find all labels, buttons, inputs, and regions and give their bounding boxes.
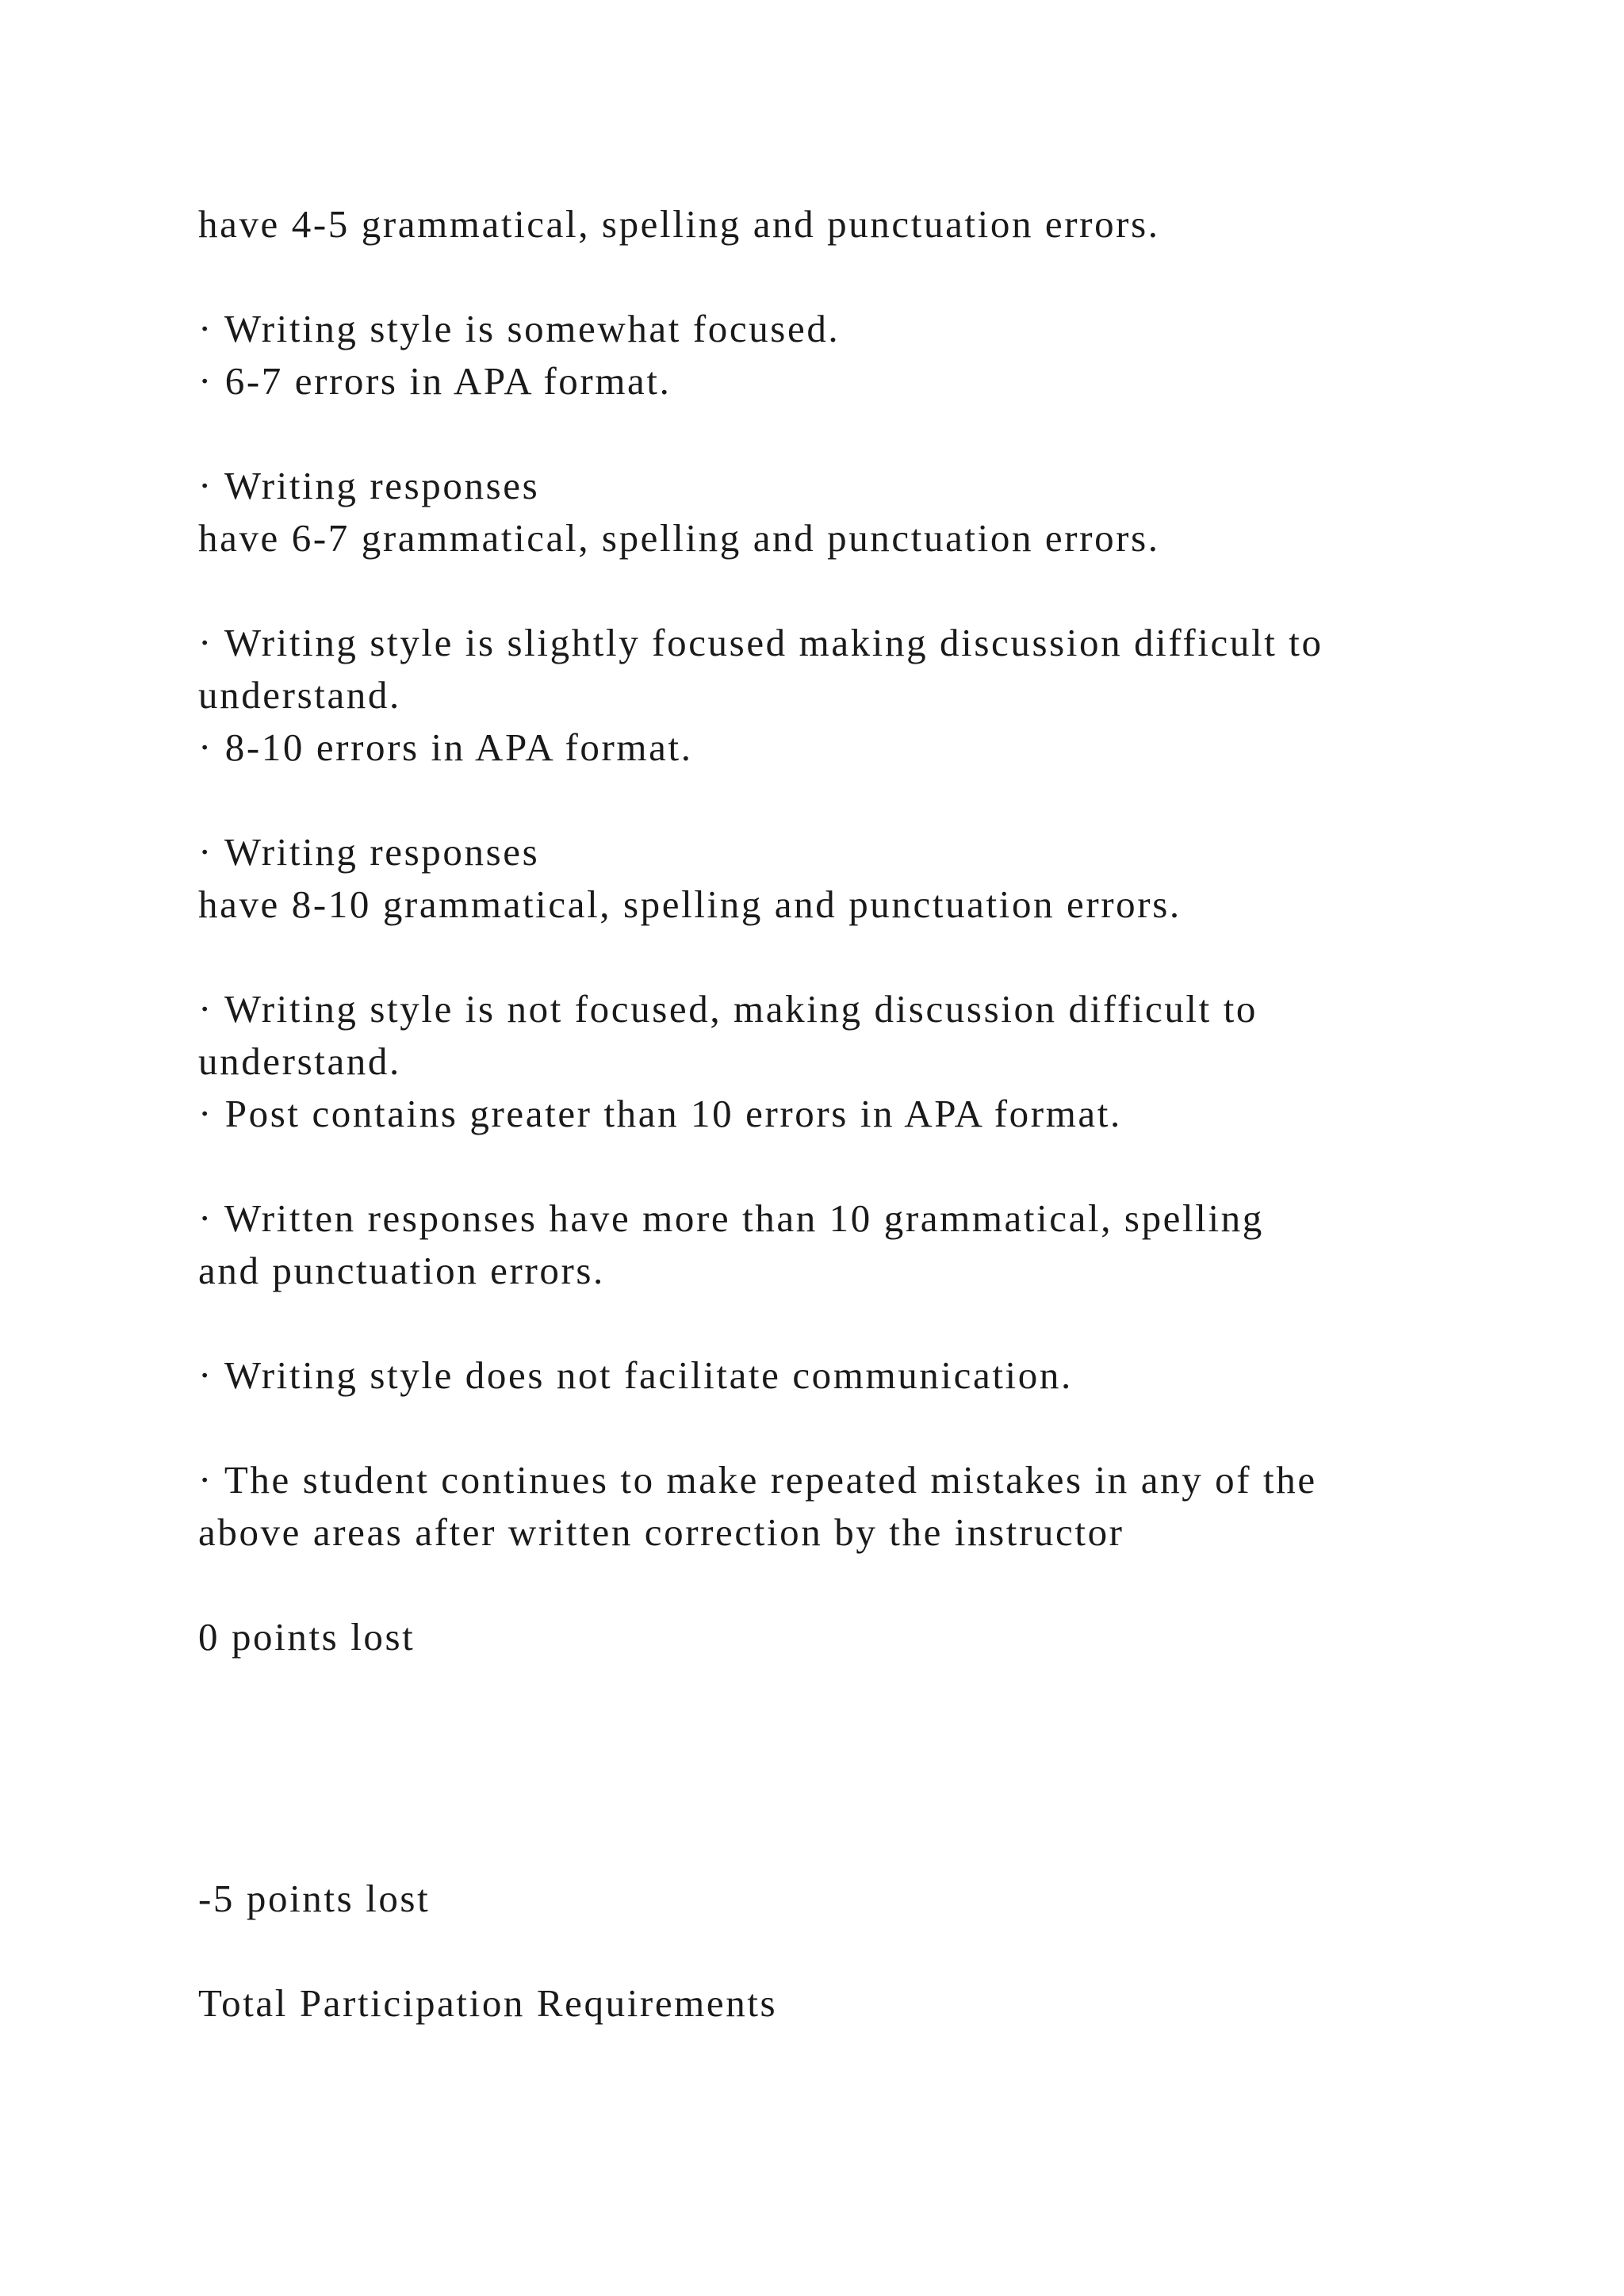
text-line: · The student continues to make repeated mistakes in any of the bbox=[198, 1458, 1317, 1502]
text-line: · Post contains greater than 10 errors in APA format. bbox=[198, 1092, 1122, 1135]
text-line: · Writing style is not focused, making discussion difficult to bbox=[198, 987, 1258, 1031]
text-line: · Writing style does not facilitate communication. bbox=[198, 1353, 1073, 1397]
text-line: above areas after written correction by the instructor bbox=[198, 1510, 1124, 1554]
text-line: · Writing responses bbox=[198, 830, 540, 874]
text-line: Total Participation Requirements bbox=[198, 1981, 778, 2025]
text-line: · Writing style is slightly focused making discussion difficult to bbox=[198, 621, 1323, 664]
text-line: -5 points lost bbox=[198, 1877, 431, 1920]
text-line: have 8-10 grammatical, spelling and punctuation errors. bbox=[198, 882, 1182, 926]
text-line: · Written responses have more than 10 grammatical, spelling bbox=[198, 1196, 1264, 1240]
text-line: and punctuation errors. bbox=[198, 1249, 605, 1292]
text-line: understand. bbox=[198, 673, 401, 717]
text-line: · Writing style is somewhat focused. bbox=[198, 307, 841, 350]
text-line: 0 points lost bbox=[198, 1615, 416, 1659]
text-line: understand. bbox=[198, 1039, 401, 1083]
text-line: · Writing responses bbox=[198, 464, 540, 507]
text-line: · 8-10 errors in APA format. bbox=[198, 725, 693, 769]
text-line: · 6-7 errors in APA format. bbox=[198, 359, 672, 403]
text-line: have 6-7 grammatical, spelling and punctuation errors. bbox=[198, 516, 1160, 560]
text-line: have 4-5 grammatical, spelling and punctuation errors. bbox=[198, 202, 1160, 246]
